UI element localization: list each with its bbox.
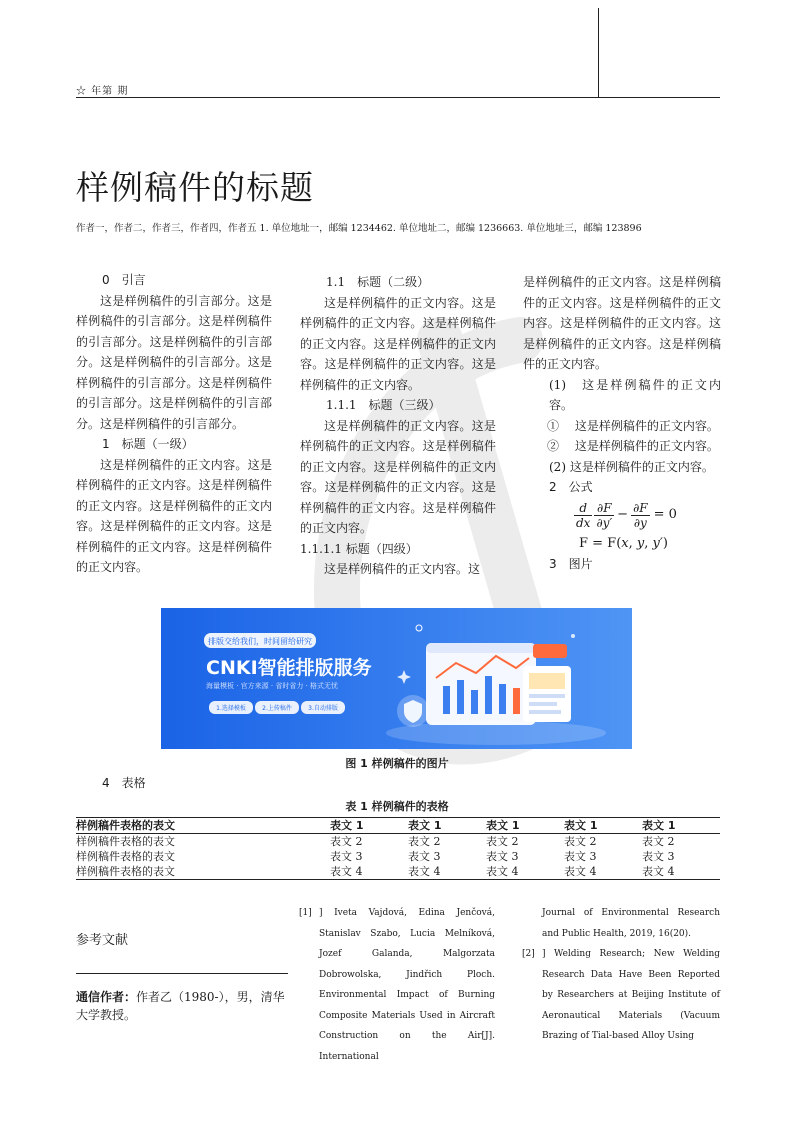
- table-cell: 表文 4: [408, 864, 486, 880]
- table-cell: 表文 4: [642, 864, 720, 880]
- heading-level4: 1.1.1.1 标题（四级）: [300, 541, 418, 556]
- paragraph-continued: 是样例稿件的正文内容。这是样例稿件的正文内容。这是样例稿件的正文内容。这是样例稿件的正文内容。这是样例稿件的正文内容。这是样例稿件的正文内容。: [523, 275, 721, 371]
- reference-text: Journal of Environmental Research and Public Health, 2019, 16(20).: [542, 908, 720, 939]
- table-cell: 表文 3: [564, 850, 597, 863]
- issue-line: ☆ 年第 期: [76, 86, 129, 97]
- banner-tagline: 海量模板 · 官方来源 · 省时省力 · 格式无忧: [206, 682, 339, 690]
- heading-figure: 3 图片: [549, 556, 593, 571]
- figure-banner: [161, 608, 632, 749]
- table-row: [76, 834, 720, 850]
- list-item-2: (2) 这是样例稿件的正文内容。: [549, 459, 714, 474]
- table-row: [76, 864, 720, 880]
- table-cell: 样例稿件表格的表文: [76, 850, 175, 863]
- list-item-1: (1) 这是样例稿件的正文内容。: [549, 377, 721, 412]
- table-cell: 表文 2: [408, 835, 441, 848]
- table-header-row: [76, 818, 720, 834]
- paragraph-level1: 这是样例稿件的正文内容。这是样例稿件的正文内容。这是样例稿件的正文内容。这是样例稿件的正文内容。这是样例稿件的正文内容。这是样例稿件的正文内容。这是样例稿件的正文内容。: [76, 457, 272, 574]
- paragraph-level2: 这是样例稿件的正文内容。这是样例稿件的正文内容。这是样例稿件的正文内容。这是样例稿件的正文内容。这是样例稿件的正文内容。这是样例稿件的正文内容。: [300, 295, 496, 392]
- paragraph-level3: 这是样例稿件的正文内容。这是样例稿件的正文内容。这是样例稿件的正文内容。这是样例稿件的正文内容。这是样例稿件的正文内容。这是样例稿件的正文内容。这是样例稿件的正文内容。: [300, 418, 496, 535]
- banner-step-2: 2.上传稿件: [262, 705, 292, 712]
- column-middle: [300, 272, 496, 580]
- list-subitem-1: ① 这是样例稿件的正文内容。: [547, 418, 719, 433]
- formula-1: $\frac{d}{dx}$ $\frac{\partial F}{\partial y'}$ − $\frac{\partial F}{\partial y}$ = 0: [576, 501, 677, 530]
- table-cell: 表文 2: [486, 835, 519, 848]
- footnote-rule: [76, 973, 288, 974]
- header-vertical-rule: [598, 8, 599, 97]
- frac-dF-dy: $\frac{\partial F}{\partial y}$: [633, 501, 648, 530]
- list-subitem-2: ② 这是样例稿件的正文内容。: [547, 439, 719, 453]
- header-rule: [76, 97, 720, 98]
- correspondence-label: 通信作者：: [76, 990, 137, 1004]
- correspondence-text: 作者乙（1980-），男，清华大学教授。: [76, 990, 285, 1022]
- table-cell: 表文 4: [486, 864, 564, 880]
- banner-step-3: 3.自动排版: [308, 705, 338, 712]
- heading-level1: 1 标题（一级）: [102, 437, 194, 451]
- heading-level2: 1.1 标题（二级）: [326, 275, 430, 289]
- table-cell: 表文 3: [330, 850, 363, 863]
- reference-number: [2]: [522, 949, 535, 959]
- heading-formula: 2 公式: [549, 480, 593, 494]
- formula-2: F = F(x, y, y′): [579, 535, 668, 551]
- table-cell: 表文 4: [564, 864, 642, 880]
- table-header-cell: 表文 1: [564, 818, 642, 834]
- table-cell: 样例稿件表格的表文: [76, 835, 175, 848]
- heading-level3: 1.1.1 标题（三级）: [326, 398, 441, 412]
- article-title: 样例稿件的标题: [76, 168, 314, 207]
- heading-introduction: 0 引言: [102, 273, 146, 287]
- table-cell: 表文 3: [486, 850, 519, 863]
- table-cell: 表文 3: [408, 850, 441, 863]
- column-left: [76, 270, 272, 578]
- banner-bubble-text: 排版交给我们，时间留给研究: [208, 637, 312, 646]
- table-header-cell: 样例稿件表格的表文: [76, 818, 330, 834]
- reference-item-1: [299, 903, 495, 1062]
- table-header-cell: 表文 1: [486, 818, 564, 834]
- table-cell: 表文 2: [642, 835, 675, 848]
- table-caption: 表 1 样例稿件的表格: [345, 800, 449, 813]
- references-title: 参考文献: [76, 933, 129, 948]
- table-cell: 表文 4: [330, 864, 408, 880]
- author-affiliations: 作者一，作者二，作者三，作者四，作者五 1. 单位地址一，邮编 1234462. 单位地址二，邮编 1236663. 单位地址三，邮编 123896: [76, 223, 642, 234]
- table-header-cell: 表文 1: [408, 818, 486, 834]
- banner-step-1: 1.选择模板: [216, 705, 246, 712]
- paragraph-introduction: 这是样例稿件的引言部分。这是样例稿件的引言部分。这是样例稿件的引言部分。这是样例稿件的引言部分。这是样例稿件的引言部分。这是样例稿件的引言部分。这是样例稿件的引言部分。这是样例稿件的引言部分。这是样例稿件的引言部分。: [76, 293, 272, 431]
- table-header-cell: 表文 1: [330, 818, 408, 834]
- correspondence-note: [76, 988, 290, 1024]
- banner-graphic: [161, 608, 632, 749]
- heading-table-section: 4 表格: [102, 776, 146, 790]
- table-row: [76, 849, 720, 864]
- reference-text: ] Welding Research; New Welding Research Data Have Been Reported by Researchers at Beijing Institute of Aeronautical Materials (Vacuum Brazing of Tial-based Alloy Using: [542, 949, 720, 1041]
- column-right: [523, 272, 721, 574]
- frac-dF-dy-prime: $\frac{\partial F}{\partial y'}$: [596, 501, 613, 530]
- table-cell: 表文 2: [330, 835, 363, 848]
- reference-item-1-continued: [522, 903, 720, 945]
- table-cell: 表文 3: [642, 850, 675, 863]
- frac-d-dx: $\frac{d}{dx}$: [576, 501, 591, 530]
- figure-caption: 图 1 样例稿件的图片: [345, 757, 449, 770]
- reference-item-2: [522, 944, 720, 1041]
- table-cell: 样例稿件表格的表文: [76, 864, 330, 880]
- sample-table: [76, 817, 720, 880]
- reference-number: [1]: [299, 908, 312, 918]
- banner-headline: CNKI智能排版服务: [206, 657, 372, 679]
- table-cell: 表文 2: [564, 835, 597, 848]
- table-header-cell: 表文 1: [642, 818, 720, 834]
- reference-text: ] Iveta Vajdová, Edina Jenčová, Stanislav Szabo, Lucia Melníková, Jozef Galanda, Malgorzata Dobrowolska, Jindřich Ploch. Environmental Impact of Burning Composite Materials Used in Aircraft Construction on the Air[J]. International: [319, 908, 495, 1062]
- paragraph-level4: 这是样例稿件的正文内容。这: [324, 562, 481, 576]
